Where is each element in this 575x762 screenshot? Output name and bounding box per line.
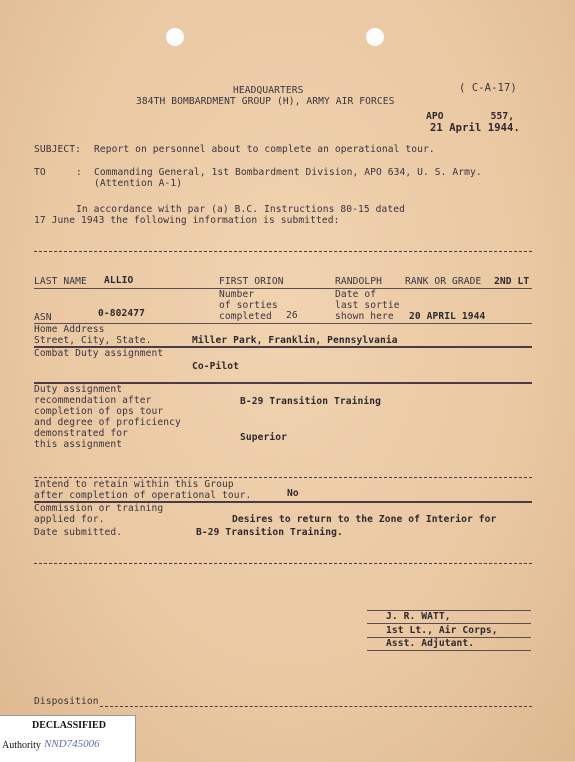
disposition-label: Disposition	[34, 696, 99, 707]
retain-label-2: after completion of operational tour.	[34, 490, 252, 501]
sorties-label-3: completed	[219, 311, 272, 322]
asn-value: 0-802477	[98, 308, 146, 319]
stamp-authority-label: Authority	[2, 740, 41, 751]
middle-name-value: RANDOLPH	[335, 276, 383, 287]
proficiency-value: Superior	[240, 432, 288, 443]
apo-number: APO 557,	[426, 111, 515, 122]
duty-label-3: completion of ops tour	[34, 406, 164, 417]
commission-line-2: B-29 Transition Training.	[196, 527, 343, 538]
row-rule	[34, 563, 532, 564]
to-colon: :	[76, 167, 82, 178]
asn-label: ASN	[34, 312, 52, 323]
last-sortie-label-3: shown here	[335, 311, 394, 322]
to-line2: (Attention A-1)	[94, 178, 183, 189]
last-sortie-value: 20 APRIL 1944	[409, 311, 486, 322]
row-rule	[34, 477, 532, 478]
last-sortie-label-2: last sortie	[335, 300, 400, 311]
combat-duty-value: Co-Pilot	[192, 361, 240, 372]
signature-rule	[367, 623, 531, 624]
declassified-stamp	[0, 715, 136, 762]
address-label-2: Street, City, State.	[34, 335, 152, 346]
commission-label-1: Commission or training	[34, 503, 164, 514]
combat-duty-label: Combat Duty assignment	[34, 348, 164, 359]
duty-label-4: and degree of proficiency	[34, 417, 181, 428]
row-rule	[34, 288, 532, 289]
punch-hole	[166, 28, 184, 46]
duty-label-2: recommendation after	[34, 395, 152, 406]
stamp-authority-value: NND745006	[44, 738, 100, 750]
signature-rule	[367, 650, 531, 651]
sorties-value: 26	[286, 310, 298, 321]
header-line2: 384TH BOMBARDMENT GROUP (H), ARMY AIR FORCES	[136, 96, 395, 107]
to-line1: Commanding General, 1st Bombardment Division, APO 634, U. S. Army.	[94, 167, 482, 178]
intro-line1: In accordance with par (a) B.C. Instructions 80-15 dated	[76, 204, 406, 215]
commission-label-3: Date submitted.	[34, 527, 123, 538]
rank-label: RANK OR GRADE	[405, 276, 482, 287]
last-sortie-label-1: Date of	[335, 289, 377, 300]
last-name-label: LAST NAME	[34, 276, 87, 287]
address-label-1: Home Address	[34, 324, 105, 335]
header-line1: HEADQUARTERS	[233, 85, 304, 96]
stamp-title: DECLASSIFIED	[32, 720, 106, 731]
form-code: ( C-A-17)	[459, 82, 517, 94]
retain-value: No	[287, 488, 299, 499]
document-date: 21 April 1944.	[430, 122, 520, 134]
sorties-label-1: Number	[219, 289, 255, 300]
commission-label-2: applied for.	[34, 514, 105, 525]
first-name-field: FIRST ORION	[219, 276, 284, 287]
row-rule	[34, 323, 532, 324]
duty-label-5: demonstrated for	[34, 428, 129, 439]
duty-recommendation: B-29 Transition Training	[240, 396, 382, 407]
subject-label: SUBJECT:	[34, 144, 82, 155]
to-label: TO	[34, 167, 46, 178]
intro-line2: 17 June 1943 the following information is submitted:	[34, 215, 340, 226]
retain-label-1: Intend to retain within this Group	[34, 479, 234, 490]
last-name-value: ALLIO	[104, 275, 134, 286]
sorties-label-2: of sorties	[219, 300, 278, 311]
address-value: Miller Park, Franklin, Pennsylvania	[192, 335, 398, 346]
commission-line-1: Desires to return to the Zone of Interior for	[232, 514, 497, 525]
section-divider	[34, 251, 532, 252]
signature-title: Asst. Adjutant.	[386, 638, 475, 649]
subject-text: Report on personnel about to complete an operational tour.	[94, 144, 435, 155]
signature-name: J. R. WATT,	[386, 611, 451, 622]
signature-rank: 1st Lt., Air Corps,	[386, 625, 498, 636]
disposition-rule	[100, 706, 532, 707]
duty-label-6: this assignment	[34, 439, 123, 450]
rank-value: 2ND LT	[494, 276, 530, 287]
punch-hole	[366, 28, 384, 46]
duty-label-1: Duty assignment	[34, 384, 123, 395]
